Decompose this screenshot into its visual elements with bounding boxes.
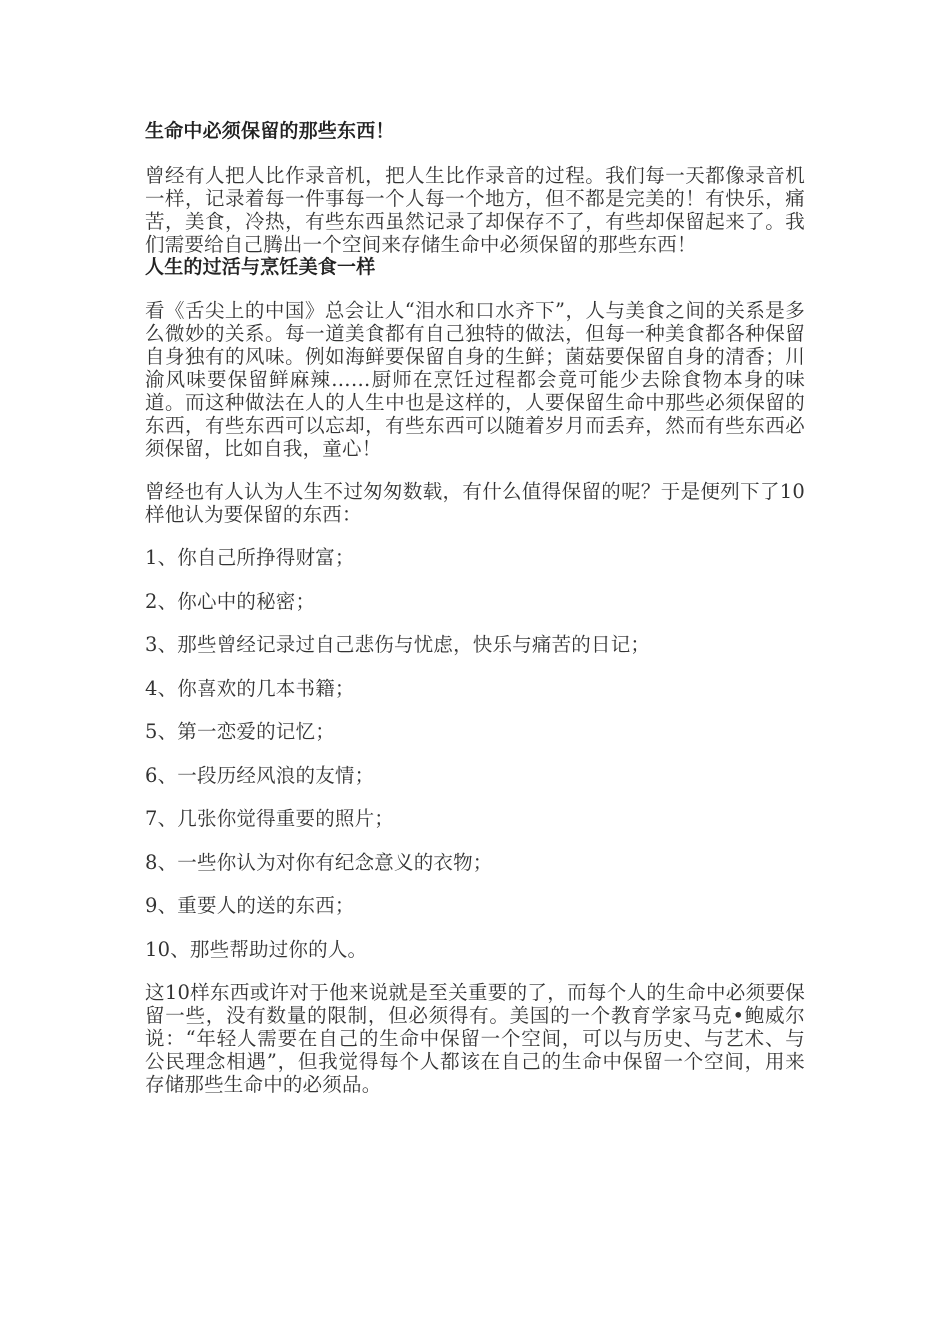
list-item: 1、你自己所挣得财富；	[145, 546, 355, 569]
list-item: 4、你喜欢的几本书籍；	[145, 676, 355, 700]
list-item: 10、那些帮助过你的人。	[145, 937, 368, 961]
list-item: 3、那些曾经记录过自己悲伤与忧虑，快乐与痛苦的日记；	[145, 633, 651, 656]
closing-paragraph: 这10样东西或许对于他来说就是至关重要的了，而每个人的生命中必须要保留一些，没有数量的限制，但必须得有。美国的一个教育学家马克•鲍威尔说：“年轻人需要在自己的生命中保留一个空间，可以与历史、与艺术、与公民理念相遇”，但我觉得每个人都该在自己的生命中保留一个空间，用来存储那些生命中的必须品。	[145, 981, 805, 1096]
intro-paragraph: 曾经有人把人比作录音机，把人生比作录音的过程。我们每一天都像录音机一样，记录着每一件事每一个人每一个地方，但不都是完美的！有快乐，痛苦，美食，冷热，有些东西虽然记录了却保存不了，有些却保留起来了。我们需要给自己腾出一个空间来存储生命中必须保留的那些东西！	[145, 164, 805, 256]
list-item: 2、你心中的秘密；	[145, 589, 316, 613]
keep-list	[145, 546, 805, 961]
list-item: 9、重要人的送的东西；	[145, 894, 355, 917]
list-item: 5、第一恋爱的记忆；	[145, 720, 335, 743]
list-item: 7、几张你觉得重要的照片；	[145, 807, 395, 830]
body-paragraph-1: 看《舌尖上的中国》总会让人“泪水和口水齐下”，人与美食之间的关系是多么微妙的关系。每一道美食都有自己独特的做法，但每一种美食都各种保留自身独有的风味。例如海鲜要保留自身的生鲜；菌菇要保留自身的清香；川渝风味要保留鲜麻辣……厨师在烹饪过程都会竟可能少去除食物本身的味道。而这种做法在人的人生中也是这样的，人要保留生命中那些必须保留的东西，有些东西可以忘却，有些东西可以随着岁月而丢弃，然而有些东西必须保留，比如自我，童心！	[145, 299, 805, 460]
list-item: 6、一段历经风浪的友情；	[145, 763, 375, 787]
document-page	[145, 118, 805, 1096]
list-item: 8、一些你认为对你有纪念意义的衣物；	[145, 850, 493, 874]
document-title: 生命中必须保留的那些东西！	[145, 120, 395, 142]
body-paragraph-2: 曾经也有人认为人生不过匆匆数载，有什么值得保留的呢？于是便列下了10样他认为要保留的东西：	[145, 480, 805, 526]
section-subtitle: 人生的过活与烹饪美食一样	[145, 256, 376, 278]
